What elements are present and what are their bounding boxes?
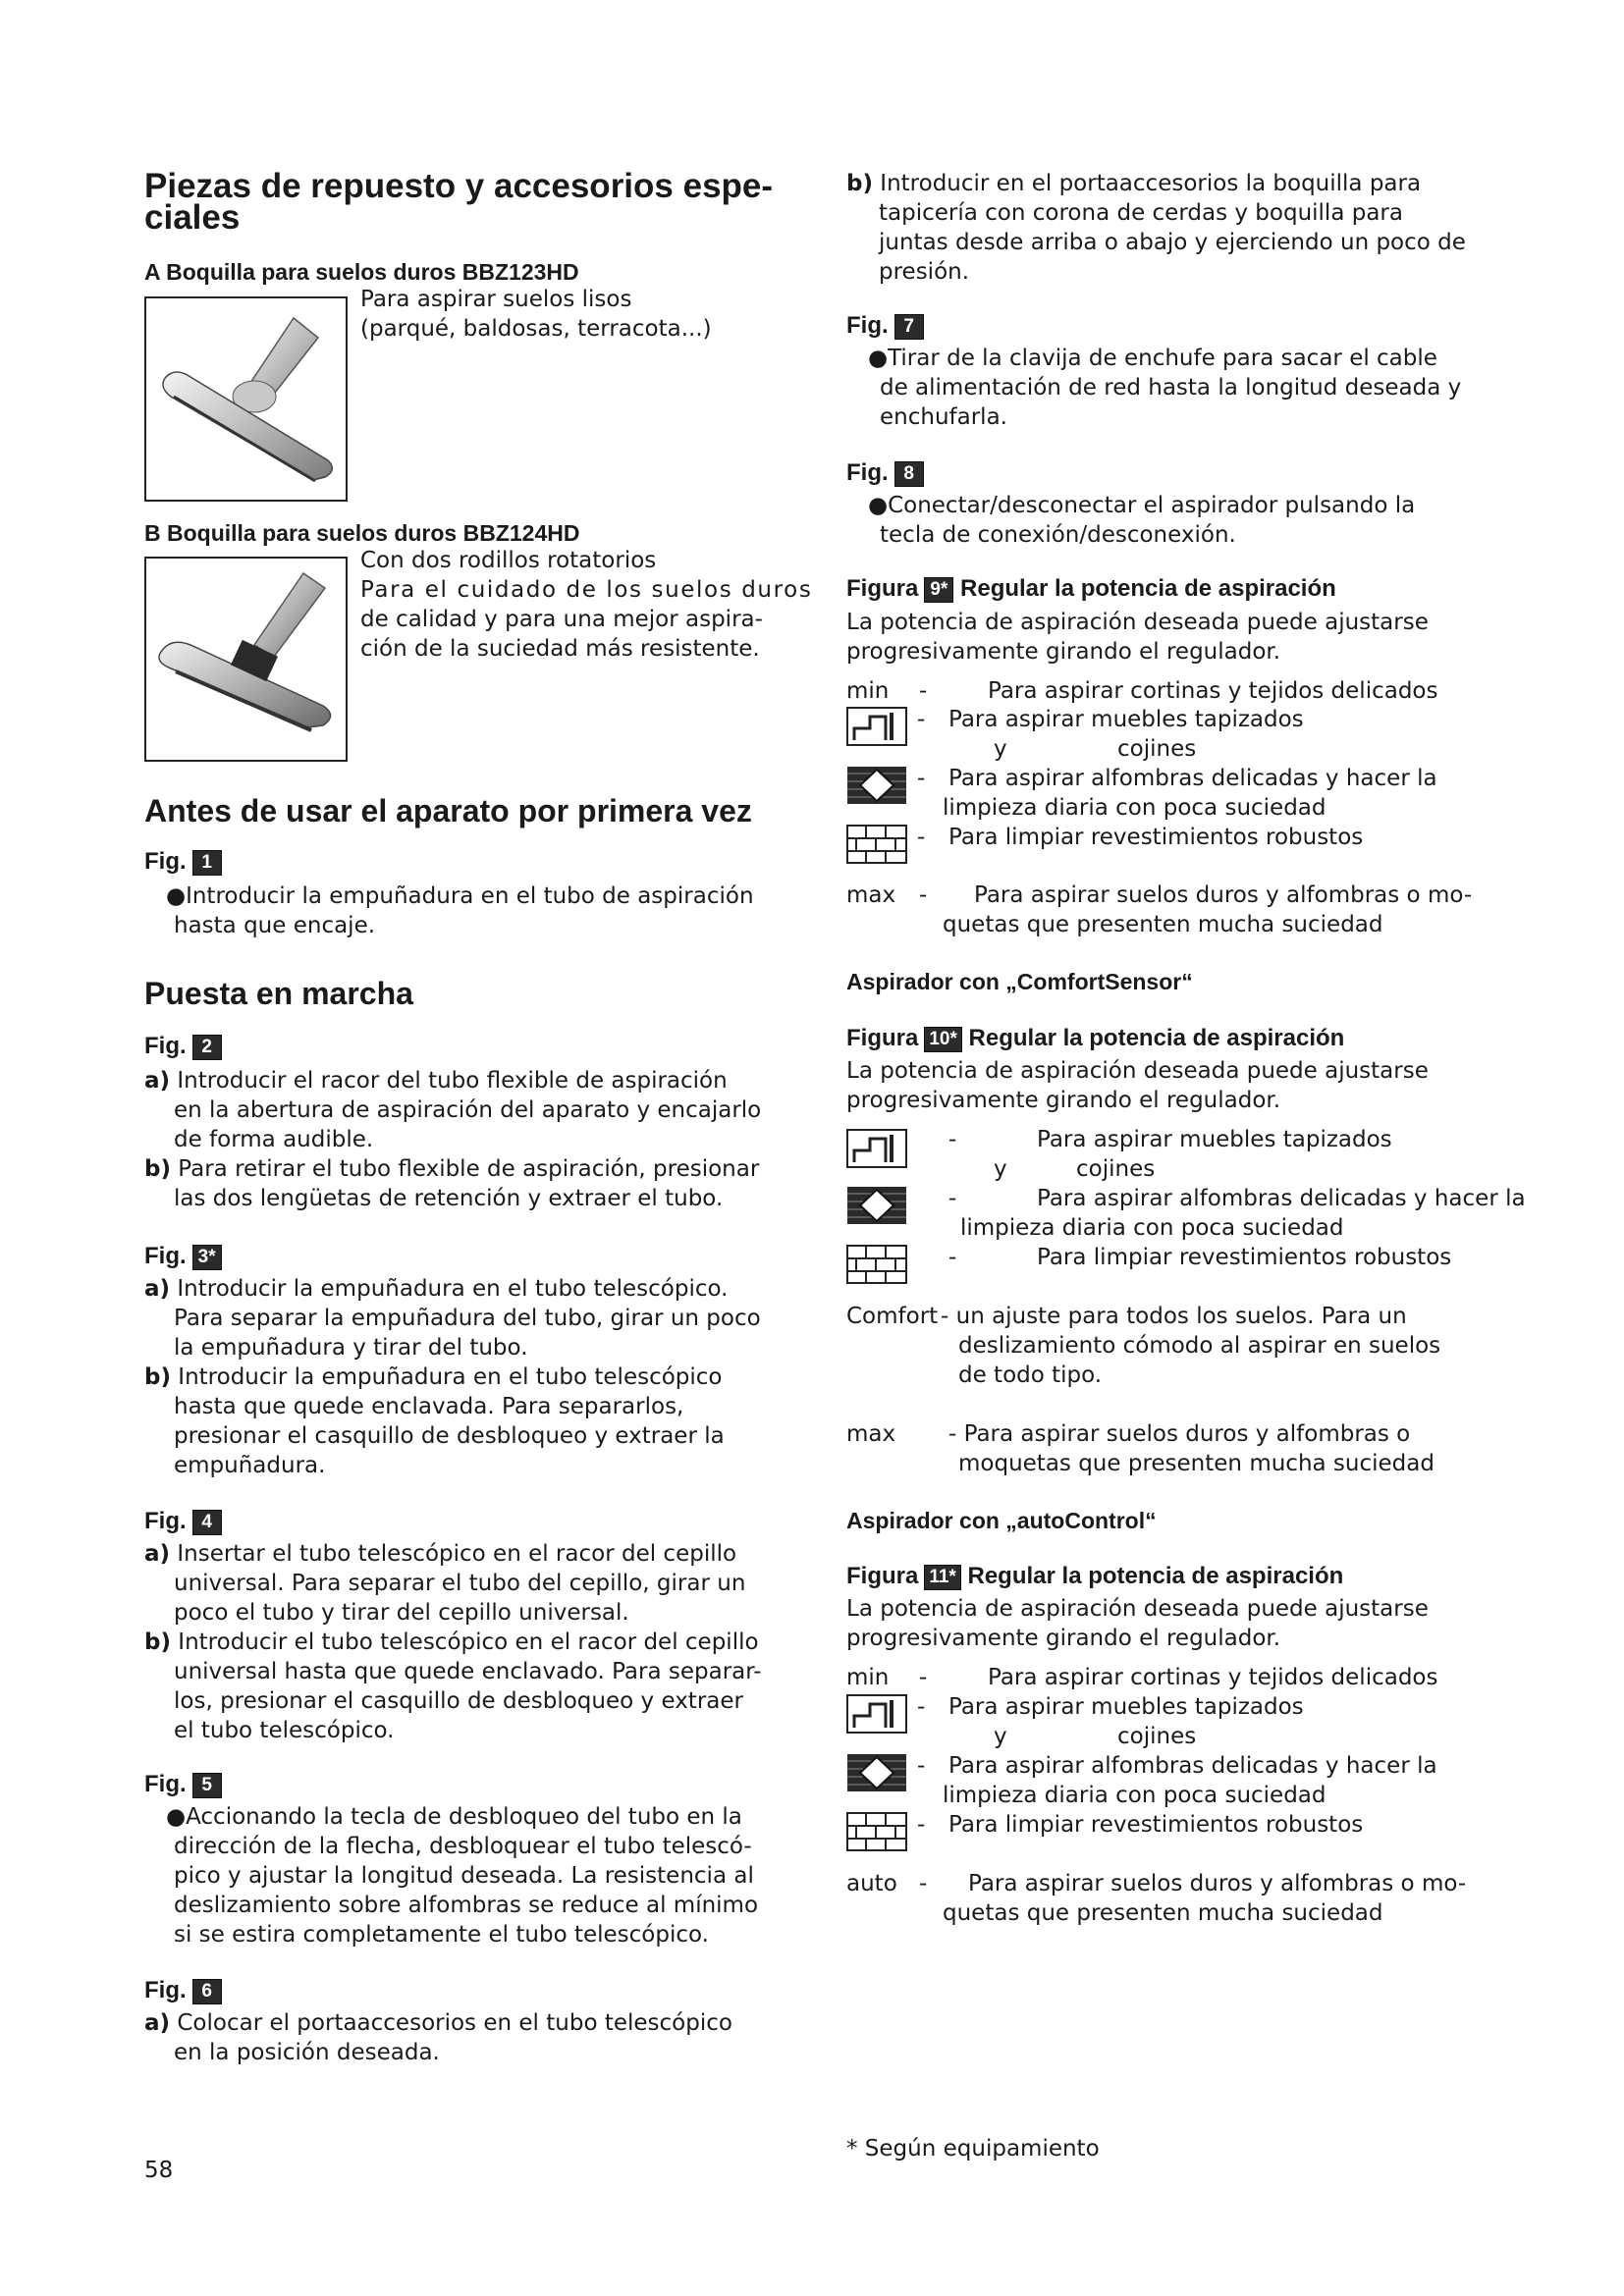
fig-9-intro — [846, 608, 1429, 667]
setting-dash: - — [919, 882, 928, 908]
fig-1-label — [144, 848, 222, 876]
text-line: Para retirar el tubo flexible de aspiración, presionar — [178, 1156, 760, 1182]
fig-3-label — [144, 1243, 222, 1270]
text-line: dirección de la flecha, desbloquear el tubo telescó- — [174, 1834, 752, 1859]
text-line: pico y ajustar la longitud deseada. La resistencia al — [174, 1863, 754, 1889]
fig-title: Regular la potencia de aspiración — [967, 1563, 1344, 1589]
setting-max-desc — [948, 1419, 1435, 1478]
setting-auto-label: auto — [846, 1871, 897, 1896]
fig-6-label — [144, 1977, 222, 2004]
text-line: poco el tubo y tirar del cepillo universal. — [174, 1600, 629, 1626]
fig-3-text — [144, 1274, 761, 1480]
upholstery-icon — [846, 1129, 907, 1168]
fig-word: Fig. — [144, 848, 187, 875]
text-line: universal. Para separar el tubo del cepillo, girar un — [174, 1571, 746, 1596]
text-line: progresivamente girando el regulador. — [846, 639, 1281, 665]
fig-2-text — [144, 1066, 761, 1213]
text-line: juntas desde arriba o abajo y ejerciendo un poco de — [879, 230, 1466, 255]
setting-dash: - — [948, 1245, 957, 1270]
text-line: progresivamente girando el regulador. — [846, 1088, 1281, 1113]
fig-word: Fig. — [846, 459, 889, 486]
text-line: Introducir la empuñadura en el tubo telescópico — [178, 1364, 723, 1390]
desc-line: Para el cuidado de los suelos duros — [360, 577, 813, 603]
fig-2-label — [144, 1033, 222, 1060]
text-line: presionar el casquillo de desbloqueo y extraer la — [174, 1423, 725, 1449]
text-line: si se estira completamente el tubo telescópico. — [174, 1922, 709, 1948]
accessory-a-label: A Boquilla para suelos duros BBZ123HD — [144, 259, 579, 285]
carpet-icon — [846, 1753, 907, 1792]
fig-word: Fig. — [144, 1033, 187, 1059]
setting-hard-floor-desc: Para limpiar revestimientos robustos — [948, 825, 1364, 850]
desc-line: Con dos rodillos rotatorios — [360, 548, 657, 573]
setting-max-label: max — [846, 882, 896, 908]
setting-hard-floor-desc: Para limpiar revestimientos robustos — [948, 1812, 1364, 1838]
figura-word: Figura — [846, 575, 919, 602]
text-line: los, presionar el casquillo de desbloqueo y extraer — [174, 1688, 743, 1714]
fig-5-label — [144, 1771, 222, 1798]
text-line: hasta que encaje. — [174, 913, 376, 938]
setting-upholstery-desc: Para aspirar muebles tapizados — [948, 707, 1304, 732]
setting-dash: - — [919, 678, 928, 704]
desc-line: ción de la suciedad más resistente. — [360, 636, 760, 662]
setting-min-desc: Para aspirar cortinas y tejidos delicados — [988, 678, 1438, 704]
text-line: ●Accionando la tecla de desbloqueo del tubo en la — [166, 1804, 742, 1830]
text-line: limpieza diaria con poca suciedad — [943, 795, 1326, 821]
text-line: Introducir el tubo telescópico en el racor del cepillo — [178, 1629, 759, 1655]
fig-4-text — [144, 1539, 762, 1745]
text-line: enchufarla. — [880, 404, 1007, 430]
setting-dash: - — [917, 707, 926, 732]
fig-word: Fig. — [144, 1771, 187, 1797]
page-number: 58 — [144, 2158, 174, 2183]
text-line: ●Introducir la empuñadura en el tubo de aspiración — [166, 883, 754, 909]
text-line: limpieza diaria con poca suciedad — [943, 1783, 1326, 1808]
text-line: la empuñadura y tirar del tubo. — [174, 1335, 528, 1361]
setting-dash: - — [917, 766, 926, 791]
fig-9-heading — [846, 575, 1336, 603]
text-line: en la abertura de aspiración del aparato y encajarlo — [174, 1097, 762, 1123]
desc-line: de calidad y para una mejor aspira- — [360, 607, 763, 632]
title-line: Piezas de repuesto y accesorios espe- — [144, 167, 774, 205]
setting-hard-floor-desc: Para limpiar revestimientos robustos — [1037, 1245, 1452, 1270]
item-marker: a) — [144, 1541, 171, 1567]
fig-7-text — [868, 344, 1461, 432]
setting-min-label: min — [846, 1665, 890, 1690]
fig-badge: 1 — [192, 850, 222, 876]
text-line: Insertar el tubo telescópico en el racor del cepillo — [177, 1541, 737, 1567]
text-line: tapicería con corona de cerdas y boquilla para — [879, 200, 1403, 226]
hard-floor-icon — [846, 1812, 907, 1851]
fig-5-text — [166, 1802, 758, 1949]
setting-carpet-desc — [960, 1184, 1526, 1243]
carpet-icon — [846, 766, 907, 805]
text-line: el tubo telescópico. — [174, 1718, 395, 1743]
fig-title: Regular la potencia de aspiración — [960, 575, 1336, 602]
text-line: universal hasta que quede enclavado. Para separar- — [174, 1659, 762, 1684]
setting-upholstery-desc: Para aspirar muebles tapizados — [1037, 1127, 1392, 1152]
setting-y: y — [994, 1724, 1007, 1749]
setting-dash: - — [948, 1127, 957, 1152]
text-line: quetas que presenten mucha suciedad — [943, 1900, 1383, 1926]
text-line: en la posición deseada. — [174, 2040, 440, 2065]
item-marker: b) — [144, 1364, 171, 1390]
text-line: Para aspirar alfombras delicadas y hacer la — [1037, 1186, 1526, 1211]
hard-floor-icon — [846, 1245, 907, 1284]
text-line: Para aspirar alfombras delicadas y hacer la — [948, 766, 1437, 791]
fig-title: Regular la potencia de aspiración — [968, 1025, 1345, 1051]
text-line: Para separar la empuñadura del tubo, girar un poco — [174, 1306, 761, 1331]
text-line: hasta que quede enclavada. Para separarlos, — [174, 1394, 684, 1419]
fig-badge: 10* — [924, 1027, 962, 1052]
figura-word: Figura — [846, 1025, 919, 1051]
text-line: tecla de conexión/desconexión. — [880, 522, 1236, 548]
fig-badge: 2 — [192, 1035, 222, 1060]
fig-10-intro — [846, 1056, 1429, 1115]
setting-y: y — [994, 736, 1007, 762]
fig-word: Fig. — [846, 312, 889, 339]
fig-badge: 9* — [924, 577, 953, 603]
setting-dash: - — [917, 1694, 926, 1720]
text-line: presión. — [879, 259, 970, 285]
fig-badge: 6 — [192, 1979, 222, 2004]
comfort-heading: Aspirador con „ComfortSensor“ — [846, 969, 1193, 994]
setting-carpet-desc — [943, 764, 1437, 823]
text-line: Para aspirar suelos duros y alfombras o mo- — [974, 882, 1473, 908]
upholstery-icon — [846, 707, 907, 746]
setting-dash: - — [919, 1871, 928, 1896]
text-line: Introducir el racor del tubo flexible de aspiración — [177, 1068, 728, 1094]
text-line: Introducir en el portaaccesorios la boquilla para — [880, 171, 1422, 196]
text-line: de todo tipo. — [958, 1362, 1103, 1388]
text-line: La potencia de aspiración deseada puede ajustarse — [846, 610, 1429, 635]
fig-11-heading — [846, 1563, 1343, 1590]
footnote: * Según equipamiento — [846, 2136, 1100, 2162]
fig-8-text — [868, 491, 1415, 550]
setting-cushions: cojines — [1117, 736, 1197, 762]
text-line: - Para aspirar suelos duros y alfombras o — [948, 1421, 1411, 1447]
nozzle-b-image — [144, 557, 348, 762]
fig-word: Fig. — [144, 1977, 187, 2003]
section-title-start: Puesta en marcha — [144, 976, 413, 1011]
text-line: Para aspirar alfombras delicadas y hacer la — [948, 1753, 1437, 1779]
title-line: ciales — [144, 198, 241, 237]
setting-upholstery-desc: Para aspirar muebles tapizados — [948, 1694, 1304, 1720]
setting-dash: - — [917, 1753, 926, 1779]
text-line: - un ajuste para todos los suelos. Para un — [941, 1304, 1407, 1329]
fig-word: Fig. — [144, 1508, 187, 1534]
fig-4-label — [144, 1508, 222, 1535]
accessory-b-desc — [360, 546, 812, 664]
text-line: Colocar el portaaccesorios en el tubo telescópico — [177, 2010, 732, 2036]
text-line: ●Conectar/desconectar el aspirador pulsando la — [868, 493, 1416, 518]
fig-word: Fig. — [144, 1243, 187, 1269]
fig-11-intro — [846, 1594, 1429, 1653]
carpet-icon — [846, 1186, 907, 1225]
text-line: progresivamente girando el regulador. — [846, 1626, 1281, 1651]
fig-badge: 5 — [192, 1773, 222, 1798]
accessory-holder-text — [846, 169, 1466, 287]
accessory-b-label: B Boquilla para suelos duros BBZ124HD — [144, 520, 580, 546]
text-line: deslizamiento sobre alfombras se reduce al mínimo — [174, 1893, 759, 1918]
setting-y: y — [994, 1156, 1007, 1182]
upholstery-icon — [846, 1694, 907, 1734]
setting-cushions: cojines — [1117, 1724, 1197, 1749]
item-marker: a) — [144, 2010, 171, 2036]
text-line: quetas que presenten mucha suciedad — [943, 912, 1383, 937]
setting-dash: - — [917, 1812, 926, 1838]
fig-badge: 8 — [894, 461, 924, 487]
setting-max-desc — [943, 881, 1473, 939]
autocontrol-heading: Aspirador con „autoControl“ — [846, 1508, 1157, 1533]
text-line: de forma audible. — [174, 1127, 374, 1152]
item-marker: b) — [846, 171, 873, 196]
item-marker: b) — [144, 1156, 171, 1182]
section-title-before-use: Antes de usar el aparato por primera vez — [144, 793, 752, 828]
fig-badge: 3* — [192, 1245, 222, 1270]
hard-floor-icon — [846, 825, 907, 864]
accessory-a-desc — [360, 285, 712, 344]
fig-badge: 4 — [192, 1510, 222, 1535]
text-line: las dos lengüetas de retención y extraer el tubo. — [174, 1186, 724, 1211]
text-line: de alimentación de red hasta la longitud deseada y — [880, 375, 1462, 400]
figura-word: Figura — [846, 1563, 919, 1589]
text-line: limpieza diaria con poca suciedad — [960, 1215, 1344, 1241]
setting-dash: - — [919, 1665, 928, 1690]
desc-line: Para aspirar suelos lisos — [360, 287, 632, 312]
setting-max-label: max — [846, 1421, 896, 1447]
setting-cushions: cojines — [1076, 1156, 1156, 1182]
fig-7-label — [846, 312, 924, 340]
section-title-spare-parts — [144, 167, 774, 237]
setting-dash: - — [917, 825, 926, 850]
text-line: La potencia de aspiración deseada puede ajustarse — [846, 1596, 1429, 1622]
fig-6-text — [144, 2008, 732, 2067]
text-line: deslizamiento cómodo al aspirar en suelos — [958, 1333, 1441, 1359]
setting-carpet-desc — [943, 1751, 1437, 1810]
text-line: empuñadura. — [174, 1453, 326, 1478]
setting-dash: - — [948, 1186, 957, 1211]
setting-min-desc: Para aspirar cortinas y tejidos delicados — [988, 1665, 1438, 1690]
setting-auto-desc — [943, 1869, 1467, 1928]
item-marker: b) — [144, 1629, 171, 1655]
fig-badge: 11* — [924, 1565, 960, 1590]
text-line: La potencia de aspiración deseada puede ajustarse — [846, 1058, 1429, 1084]
fig-10-heading — [846, 1025, 1344, 1052]
nozzle-b-illustration — [146, 559, 346, 760]
nozzle-a-illustration — [146, 298, 346, 500]
fig-8-label — [846, 459, 924, 487]
desc-line: (parqué, baldosas, terracota...) — [360, 316, 712, 342]
nozzle-a-image — [144, 296, 348, 502]
text-line: moquetas que presenten mucha suciedad — [958, 1451, 1435, 1476]
text-line: Introducir la empuñadura en el tubo telescópico. — [177, 1276, 729, 1302]
fig-badge: 7 — [894, 314, 924, 340]
fig-1-text — [166, 881, 754, 940]
text-line: ●Tirar de la clavija de enchufe para sacar el cable — [868, 346, 1437, 371]
item-marker: a) — [144, 1068, 171, 1094]
text-line: Para aspirar suelos duros y alfombras o mo- — [968, 1871, 1467, 1896]
setting-comfort-label: Comfort — [846, 1304, 939, 1329]
setting-min-label: min — [846, 678, 890, 704]
setting-comfort-desc — [941, 1302, 1440, 1390]
item-marker: a) — [144, 1276, 171, 1302]
